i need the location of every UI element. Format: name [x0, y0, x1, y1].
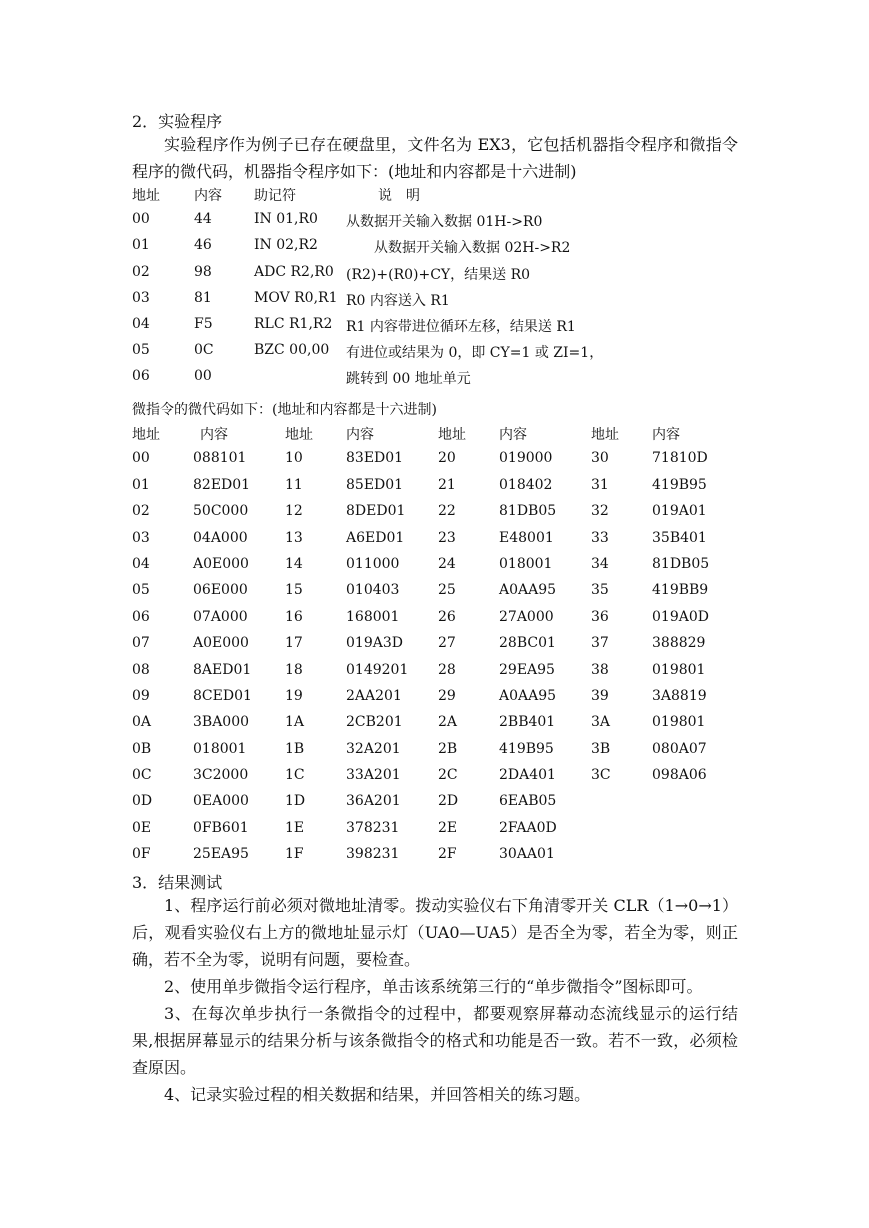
cell-content: 088101 [193, 450, 247, 467]
header-address: 地址 [132, 427, 160, 443]
cell-mnemonic: MOV R0,R1 [254, 289, 338, 306]
cell-address: 0E [132, 819, 152, 836]
cell-content: 019A01 [652, 503, 707, 520]
cell-address: 2D [438, 793, 459, 810]
cell-address: 21 [438, 476, 456, 493]
cell-address: 31 [591, 476, 609, 493]
cell-content: 8CED01 [193, 687, 252, 704]
cell-address: 05 [132, 582, 150, 599]
cell-address: 14 [285, 555, 303, 572]
cell-address: 1C [285, 767, 305, 784]
cell-content: 2DA401 [499, 767, 556, 784]
cell-content: 019A0D [652, 608, 709, 625]
result-paragraph: 1、程序运行前必须对微地址清零。拨动实验仪右下角清零开关 CLR（1→0→1）后，观看实验仪右上方的微地址显示灯（UA0—UA5）是否全为零，若全为零，则正确，若不全为零，说明有问题，要检查。 [132, 896, 738, 969]
micro-heading: 微指令的微代码如下：(地址和内容都是十六进制) [132, 402, 437, 418]
cell-content: 3C2000 [193, 767, 249, 784]
cell-address: 12 [285, 503, 303, 520]
cell-address: 03 [132, 289, 150, 306]
cell-content: 27A000 [499, 608, 554, 625]
cell-address: 3C [591, 767, 611, 784]
cell-content: E48001 [499, 529, 554, 546]
cell-mnemonic: BZC 00,00 [254, 342, 330, 359]
cell-content: 011000 [346, 555, 400, 572]
cell-content: 98 [194, 263, 212, 280]
cell-mnemonic: ADC R2,R0 [254, 263, 334, 280]
cell-address: 25 [438, 582, 456, 599]
result-heading: 3．结果测试 [132, 873, 223, 892]
cell-address: 30 [591, 450, 609, 467]
cell-content: 398231 [346, 846, 400, 863]
cell-content: 30AA01 [499, 846, 555, 863]
cell-address: 05 [132, 342, 150, 359]
cell-address: 07 [132, 635, 150, 652]
cell-content: 81DB05 [652, 555, 710, 572]
header-content: 内容 [346, 427, 374, 443]
cell-address: 18 [285, 661, 303, 678]
cell-address: 0A [132, 714, 152, 731]
cell-content: 2FAA0D [499, 819, 557, 836]
cell-content: 019801 [652, 714, 706, 731]
cell-address: 0D [132, 793, 153, 810]
cell-description: R0 内容送入 R1 [346, 292, 450, 309]
cell-content: 018001 [499, 555, 553, 572]
cell-address: 1A [285, 714, 305, 731]
header-description: 说 明 [378, 188, 420, 204]
cell-address: 04 [132, 315, 150, 332]
program-intro-text: 实验程序作为例子已存在硬盘里，文件名为 EX3，它包括机器指令程序和微指令程序的微代码，机器指令程序如下：(地址和内容都是十六进制) [132, 135, 738, 181]
cell-description: 跳转到 00 地址单元 [346, 371, 471, 388]
cell-content: 0149201 [346, 661, 409, 678]
cell-address: 02 [132, 503, 150, 520]
cell-address: 1F [285, 846, 304, 863]
cell-address: 1E [285, 819, 305, 836]
cell-address: 00 [132, 450, 150, 467]
cell-content: 46 [194, 237, 212, 254]
cell-address: 36 [591, 608, 609, 625]
header-content: 内容 [652, 427, 680, 443]
cell-address: 04 [132, 555, 150, 572]
cell-content: A0E000 [193, 635, 249, 652]
cell-address: 00 [132, 211, 150, 228]
cell-content: 36A201 [346, 793, 401, 810]
cell-content: 71810D [652, 450, 708, 467]
cell-content: F5 [194, 315, 213, 332]
cell-address: 17 [285, 635, 303, 652]
cell-content: 04A000 [193, 529, 248, 546]
header-content: 内容 [200, 427, 228, 443]
cell-content: 419BB9 [652, 582, 709, 599]
cell-address: 0B [132, 740, 152, 757]
cell-description: 有进位或结果为 0，即 CY=1 或 ZI=1， [346, 345, 604, 362]
cell-address: 01 [132, 237, 150, 254]
cell-address: 16 [285, 608, 303, 625]
cell-content: A0E000 [193, 555, 249, 572]
cell-content: 080A07 [652, 740, 707, 757]
cell-content: 81DB05 [499, 503, 557, 520]
cell-content: 6EAB05 [499, 793, 557, 810]
cell-content: A6ED01 [346, 529, 405, 546]
header-mnemonic: 助记符 [254, 188, 296, 204]
cell-content: 3A8819 [652, 687, 707, 704]
cell-address: 13 [285, 529, 303, 546]
cell-content: 2AA201 [346, 687, 402, 704]
cell-address: 15 [285, 582, 303, 599]
result-paragraph: 4、记录实验过程的相关数据和结果，并回答相关的练习题。 [164, 1085, 591, 1104]
cell-content: 32A201 [346, 740, 401, 757]
header-content: 内容 [194, 188, 222, 204]
cell-content: 50C000 [193, 503, 249, 520]
cell-content: 8DED01 [346, 503, 406, 520]
cell-content: 019000 [499, 450, 553, 467]
cell-address: 33 [591, 529, 609, 546]
cell-address: 2A [438, 714, 458, 731]
cell-content: 019A3D [346, 635, 403, 652]
cell-address: 38 [591, 661, 609, 678]
cell-address: 22 [438, 503, 456, 520]
header-address: 地址 [438, 427, 466, 443]
cell-content: 419B95 [652, 476, 707, 493]
cell-address: 26 [438, 608, 456, 625]
cell-address: 06 [132, 608, 150, 625]
cell-content: 25EA95 [193, 846, 249, 863]
cell-address: 2F [438, 846, 457, 863]
program-intro [132, 131, 738, 185]
cell-content: 388829 [652, 635, 706, 652]
cell-content: A0AA95 [499, 687, 557, 704]
cell-content: 35B401 [652, 529, 707, 546]
cell-content: 07A000 [193, 608, 248, 625]
cell-content: A0AA95 [499, 582, 557, 599]
cell-content: 018402 [499, 476, 553, 493]
cell-content: 81 [194, 289, 212, 306]
cell-address: 23 [438, 529, 456, 546]
cell-address: 2C [438, 767, 458, 784]
cell-address: 32 [591, 503, 609, 520]
cell-address: 10 [285, 450, 303, 467]
cell-content: 0C [194, 342, 214, 359]
header-address: 地址 [591, 427, 619, 443]
result-paragraph: 3、在每次单步执行一条微指令的过程中，都要观察屏幕动态流线显示的运行结果,根据屏幕显示的结果分析与该条微指令的格式和功能是否一致。若不一致，必须检查原因。 [132, 1004, 738, 1077]
cell-address: 35 [591, 582, 609, 599]
cell-address: 24 [438, 555, 456, 572]
cell-content: 419B95 [499, 740, 554, 757]
cell-description: 从数据开关输入数据 01H->R0 [346, 214, 543, 231]
cell-content: 3BA000 [193, 714, 250, 731]
cell-address: 08 [132, 661, 150, 678]
header-address: 地址 [285, 427, 313, 443]
cell-address: 2B [438, 740, 458, 757]
cell-content: 0FB601 [193, 819, 249, 836]
cell-address: 3B [591, 740, 611, 757]
cell-content: 168001 [346, 608, 400, 625]
cell-address: 1D [285, 793, 306, 810]
cell-address: 09 [132, 687, 150, 704]
cell-address: 11 [285, 476, 303, 493]
cell-content: 2CB201 [346, 714, 403, 731]
cell-content: 019801 [652, 661, 706, 678]
cell-description: 从数据开关输入数据 02H->R2 [346, 240, 571, 257]
cell-content: 010403 [346, 582, 400, 599]
header-address: 地址 [132, 188, 160, 204]
header-content: 内容 [499, 427, 527, 443]
cell-address: 19 [285, 687, 303, 704]
cell-content: 378231 [346, 819, 400, 836]
cell-address: 01 [132, 476, 150, 493]
cell-address: 2E [438, 819, 458, 836]
cell-description: R1 内容带进位循环左移，结果送 R1 [346, 318, 576, 335]
result-paragraphs [132, 892, 738, 1108]
cell-mnemonic: IN 01,R0 [254, 211, 318, 228]
cell-content: 2BB401 [499, 714, 556, 731]
cell-address: 27 [438, 635, 456, 652]
cell-address: 29 [438, 687, 456, 704]
cell-content: 098A06 [652, 767, 707, 784]
cell-content: 00 [194, 368, 212, 385]
cell-mnemonic: IN 02,R2 [254, 237, 318, 254]
cell-content: 0EA000 [193, 793, 249, 810]
cell-content: 82ED01 [193, 476, 251, 493]
cell-address: 02 [132, 263, 150, 280]
cell-address: 28 [438, 661, 456, 678]
cell-address: 1B [285, 740, 305, 757]
cell-address: 0F [132, 846, 151, 863]
cell-address: 0C [132, 767, 152, 784]
cell-content: 85ED01 [346, 476, 404, 493]
cell-mnemonic: RLC R1,R2 [254, 315, 333, 332]
cell-address: 34 [591, 555, 609, 572]
cell-content: 8AED01 [193, 661, 252, 678]
result-paragraph: 2、使用单步微指令运行程序，单击该系统第三行的“单步微指令”图标即可。 [164, 977, 703, 996]
cell-address: 03 [132, 529, 150, 546]
cell-content: 83ED01 [346, 450, 404, 467]
cell-content: 29EA95 [499, 661, 555, 678]
cell-description: (R2)+(R0)+CY，结果送 R0 [346, 266, 531, 283]
cell-address: 20 [438, 450, 456, 467]
cell-address: 06 [132, 368, 150, 385]
cell-address: 3A [591, 714, 611, 731]
cell-content: 28BC01 [499, 635, 556, 652]
cell-content: 33A201 [346, 767, 401, 784]
cell-content: 44 [194, 211, 212, 228]
cell-address: 37 [591, 635, 609, 652]
cell-address: 39 [591, 687, 609, 704]
cell-content: 018001 [193, 740, 247, 757]
program-heading: 2．实验程序 [132, 112, 223, 131]
cell-content: 06E000 [193, 582, 248, 599]
